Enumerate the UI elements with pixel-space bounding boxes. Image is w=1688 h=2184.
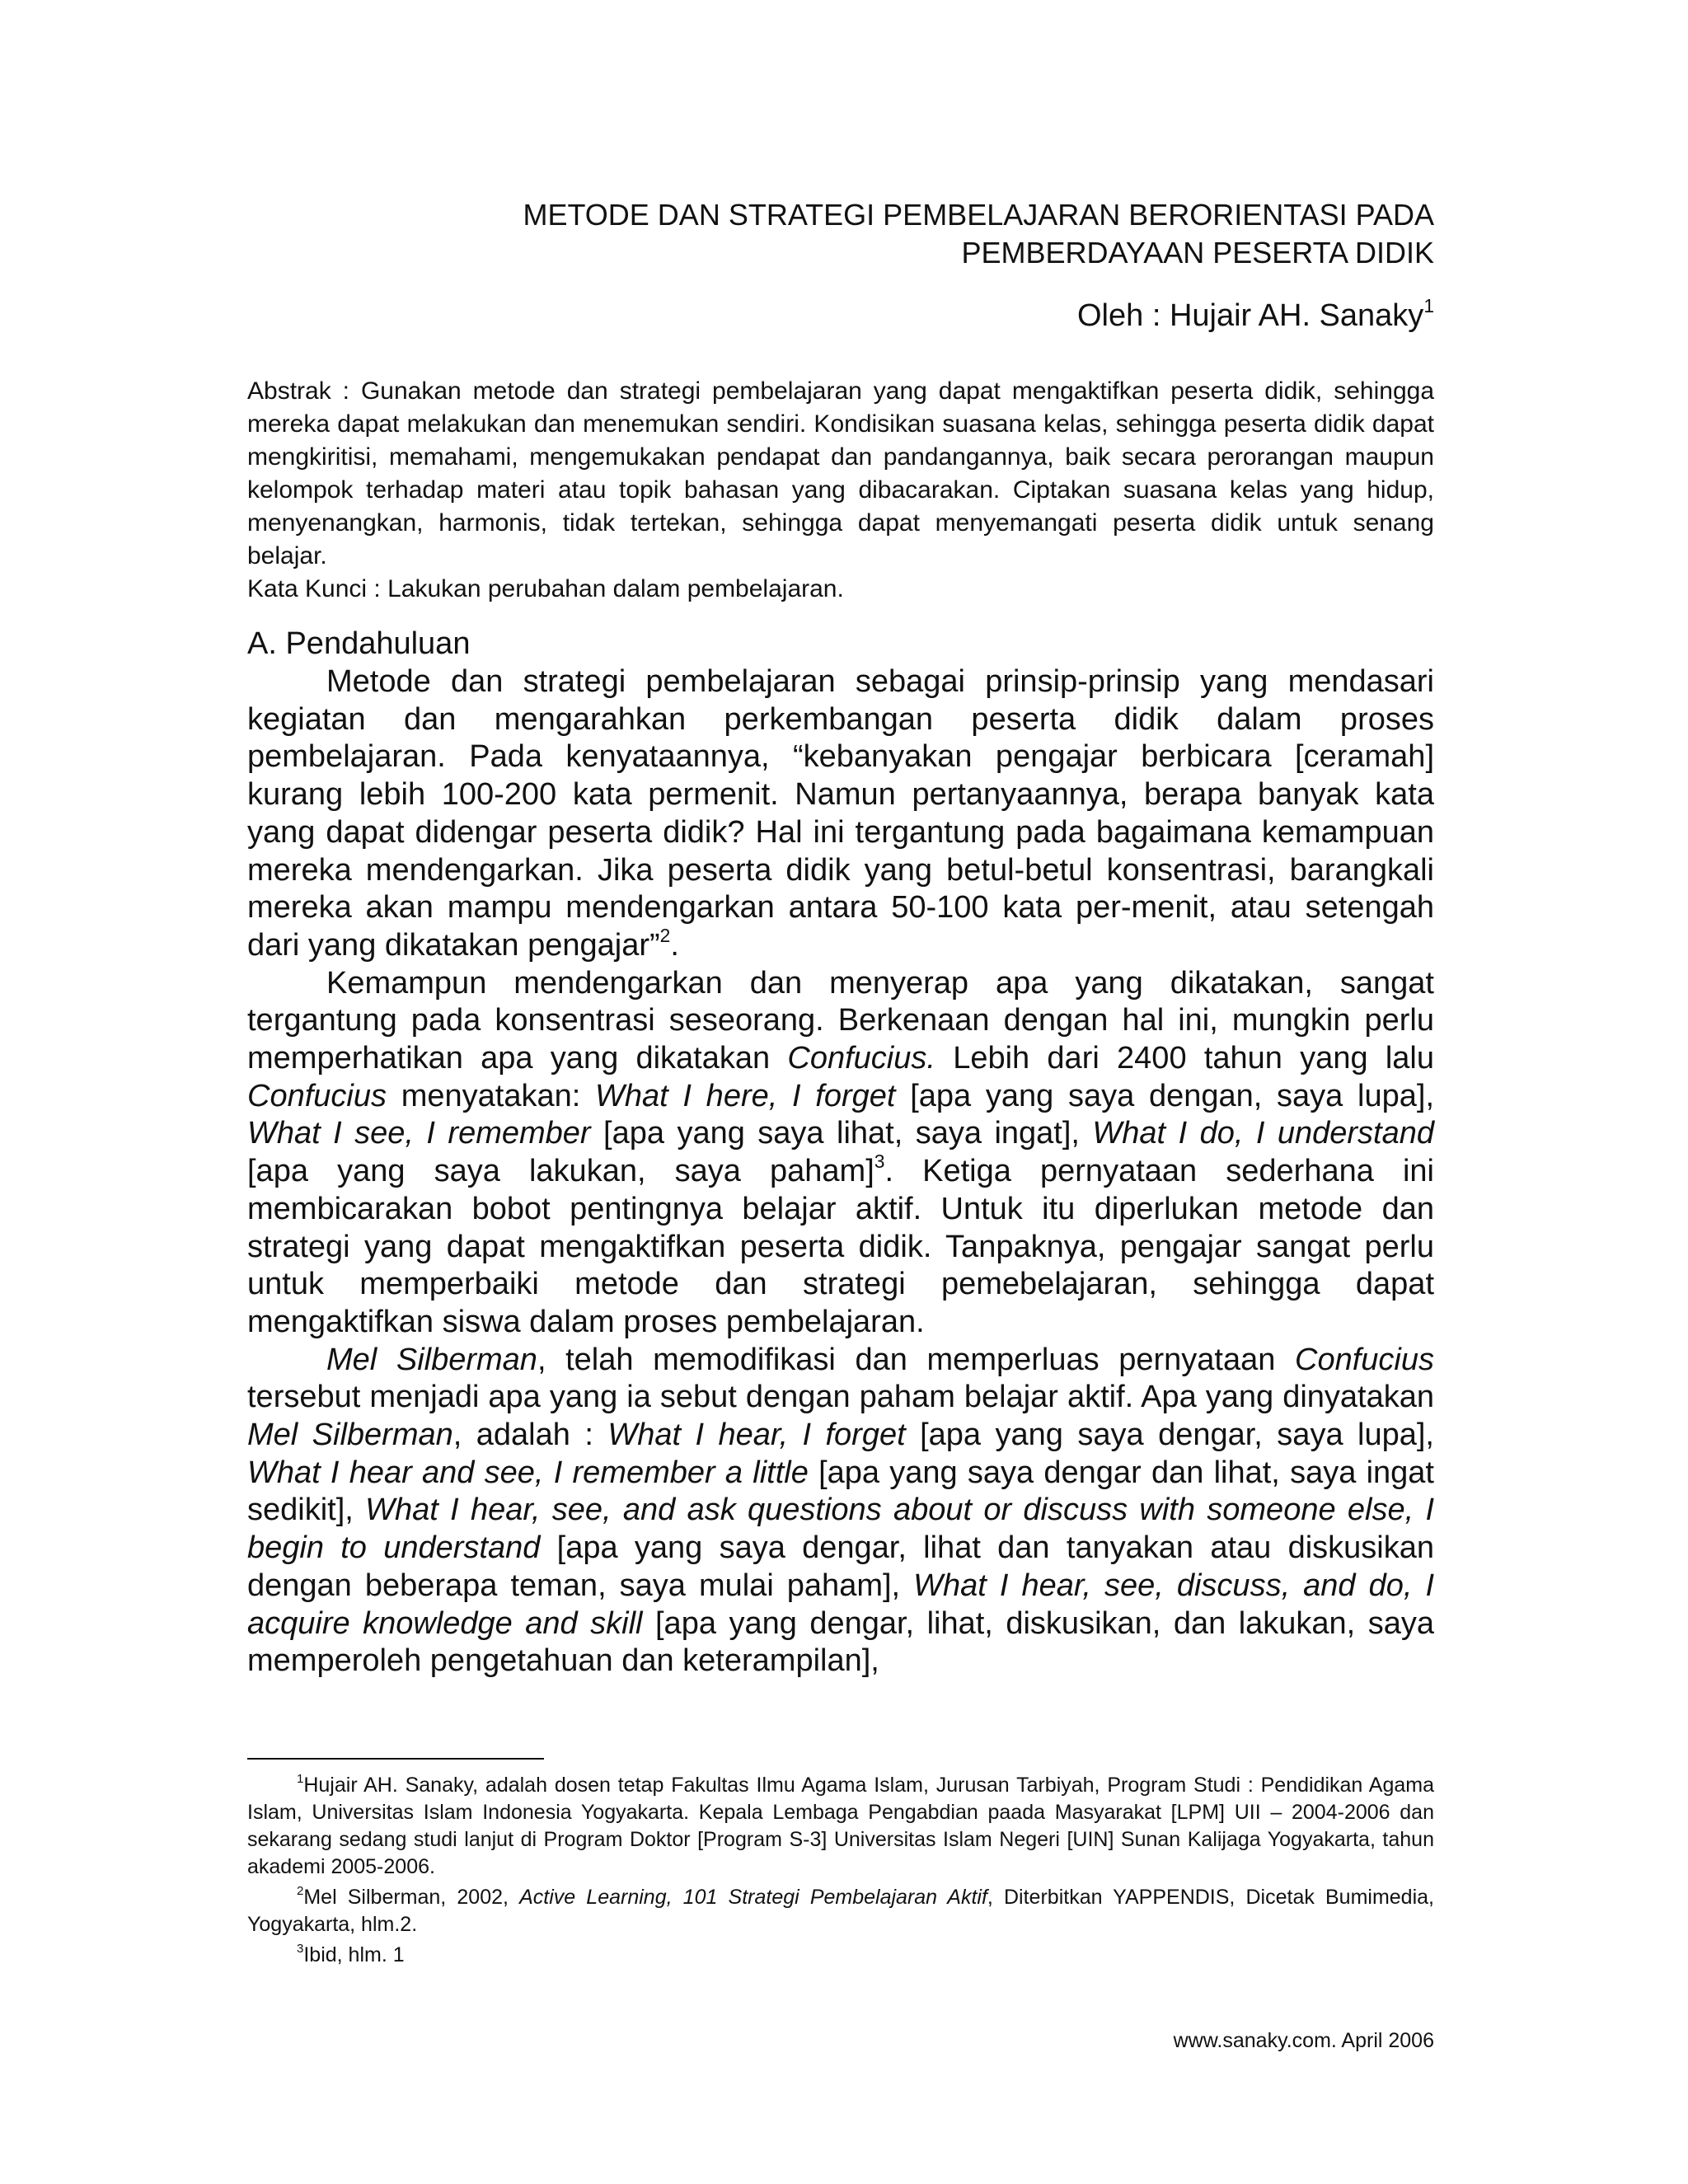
paragraph-text: . Ketiga pernyataan sederhana ini membicarakan bobot pentingnya belajar aktif. Untuk itu diperlukan metode dan strategi yang dapat mengaktifkan peserta didik. Tanpaknya, pengajar sangat perlu untuk memperbaiki metode dan strategi pemebelajaran, sehingga dapat mengaktifkan siswa dalam proses pembelajaran. — [247, 1154, 1435, 1339]
paragraph-text: [apa yang saya dengar, lihat dan tanyakan atau diskusikan dengan beberapa teman, saya mulai paham], — [247, 1530, 1434, 1603]
paragraph-text: Metode dan strategi pembelajaran sebagai prinsip-prinsip yang mendasari kegiatan dan mengarahkan perkembangan peserta didik dalam proses pembelajaran. Pada kenyataannya, “kebanyakan pengajar berbicara [ceramah] kurang lebih 100-200 kata permenit. Namun pertanyaannya, berapa banyak kata yang dapat didengar peserta didik? Hal ini tergantung pada bagaimana kemampuan mereka mendengarkan. Jika peserta didik yang betul-betul konsentrasi, barangkali mereka akan mampu mendengarkan antara 50-100 kata per-menit, atau setengah dari yang dikatakan pengajar” — [247, 664, 1434, 963]
author-name: Oleh : Hujair AH. Sanaky — [1077, 298, 1424, 333]
italic-text: Confucius. — [787, 1041, 935, 1076]
footnote-2 — [247, 1884, 1434, 1938]
author-line — [247, 297, 1434, 335]
footnote-text: Ibid, hlm. 1 — [303, 1943, 405, 1966]
keywords: Kata Kunci : Lakukan perubahan dalam pembelajaran. — [247, 575, 844, 602]
footnote-text: Hujair AH. Sanaky, adalah dosen tetap Fakultas Ilmu Agama Islam, Jurusan Tarbiyah, Program Studi : Pendidikan Agama Islam, Universitas Islam Indonesia Yogyakarta. Kepala Lembaga Pengabdian paada Masyarakat [LPM] UII – 2004-2006 dan sekarang sedang studi lanjut di Program Doktor [Program S-3] Universitas Islam Negeri [UIN] Sunan Kalijaga Yogyakarta, tahun akademi 2005-2006. — [247, 1774, 1434, 1878]
italic-text: Confucius — [247, 1078, 387, 1113]
paragraph-text: Kemampun mendengarkan dan menyerap apa yang dikatakan, sangat tergantung pada konsentrasi seseorang. Berkenaan dengan hal ini, mungkin perlu memperhatikan apa yang dikatakan — [247, 965, 1434, 1076]
paragraph-text: , telah memodifikasi dan memperluas pernyataan — [537, 1342, 1295, 1377]
title-line-2: PEMBERDAYAAN PESERTA DIDIK — [961, 236, 1434, 269]
abstract-text: Abstrak : Gunakan metode dan strategi pembelajaran yang dapat mengaktifkan peserta didik, sehingga mereka dapat melakukan dan menemukan sendiri. Kondisikan suasana kelas, sehingga peserta didik dapat mengkiritisi, memahami, mengemukakan pendapat dan pandangannya, baik secara perorangan maupun kelompok terhadap materi atau topik bahasan yang dibacarakan. Ciptakan suasana kelas yang hidup, menyenangkan, harmonis, tidak tertekan, sehingga dapat menyemangati peserta didik untuk senang belajar. — [247, 377, 1434, 569]
paragraph-text: tersebut menjadi apa yang ia sebut dengan paham belajar aktif. Apa yang dinyatakan — [247, 1380, 1434, 1415]
paragraph-text: [apa yang saya dengar dan lihat, saya ingat sedikit], — [247, 1455, 1434, 1528]
italic-text: Mel Silberman — [326, 1342, 537, 1377]
paper-title — [247, 196, 1434, 272]
paragraph-text: [apa yang dengar, lihat, diskusikan, dan lakukan, saya memperoleh pengetahuan dan keterampilan], — [247, 1605, 1434, 1679]
paragraph-3 — [247, 1342, 1434, 1680]
italic-text: What I hear and see, I remember a little — [247, 1455, 809, 1490]
paragraph-text: menyatakan: — [386, 1078, 595, 1113]
footnote-ref: 3 — [874, 1151, 885, 1173]
title-line-1: METODE DAN STRATEGI PEMBELAJARAN BERORIENTASI PADA — [523, 198, 1434, 232]
italic-text: What I here, I forget — [595, 1078, 896, 1113]
footnote-ref: 1 — [1423, 295, 1434, 317]
footnote-text: Mel Silberman, 2002, — [303, 1886, 520, 1909]
footnote-mark: 3 — [297, 1942, 304, 1957]
footnote-text: , Diterbitkan YAPPENDIS, Dicetak Bumimedia, Yogyakarta, hlm.2. — [247, 1886, 1434, 1936]
footnotes — [247, 1772, 1434, 1972]
italic-text: What I see, I remember — [247, 1116, 591, 1151]
paragraph-text: [apa yang saya lakukan, saya paham] — [247, 1154, 874, 1189]
italic-text: Mel Silberman — [247, 1418, 453, 1453]
abstract — [247, 375, 1434, 606]
paragraph-text: . — [670, 927, 679, 963]
italic-text: What I do, I understand — [1092, 1116, 1434, 1151]
footnote-ref: 2 — [659, 925, 671, 946]
paragraph-text: [apa yang saya dengan, saya lupa], — [895, 1078, 1434, 1113]
paragraph-1 — [247, 663, 1434, 965]
page-footer: www.sanaky.com. April 2006 — [1173, 2029, 1434, 2052]
paragraph-text: Lebih dari 2400 tahun yang lalu — [935, 1041, 1434, 1076]
italic-text: Confucius — [1295, 1342, 1434, 1377]
paragraph-text: [apa yang saya dengar, saya lupa], — [905, 1418, 1434, 1453]
footnote-3 — [247, 1942, 1434, 1969]
italic-text: What I hear, see, and ask questions about or discuss with someone else, I begin to understand — [247, 1493, 1435, 1566]
italic-text: What I hear, I forget — [607, 1418, 906, 1453]
paragraph-text: [apa yang saya lihat, saya ingat], — [590, 1116, 1093, 1151]
body-text — [247, 663, 1434, 1680]
section-heading: A. Pendahuluan — [247, 626, 471, 661]
paragraph-2 — [247, 965, 1434, 1342]
italic-text: What I hear, see, discuss, and do, I acquire knowledge and skill — [247, 1568, 1435, 1641]
footnote-divider — [247, 1758, 544, 1760]
footnote-mark: 1 — [297, 1772, 304, 1787]
italic-text: Active Learning, 101 Strategi Pembelajaran Aktif — [519, 1886, 987, 1909]
footnote-mark: 2 — [297, 1884, 304, 1899]
paragraph-text: , adalah : — [452, 1418, 608, 1453]
footnote-1 — [247, 1772, 1434, 1881]
